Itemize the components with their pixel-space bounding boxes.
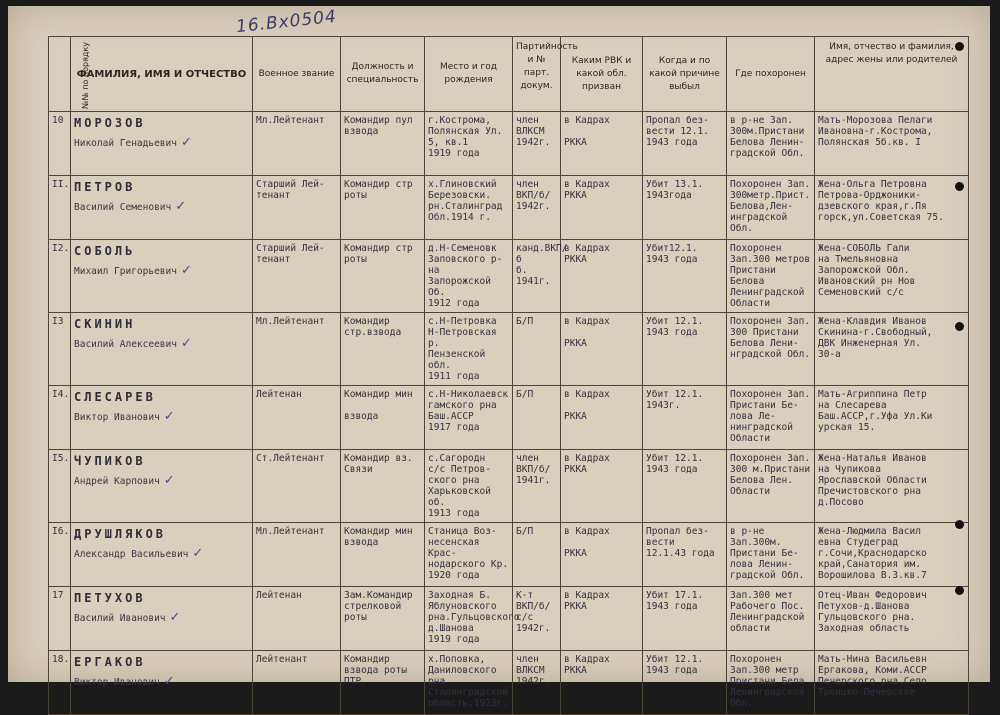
row-position: Командир пул взвода bbox=[341, 112, 425, 176]
row-conscription: в Кадрах РККА bbox=[561, 112, 643, 176]
row-burial: Похоронен Зап.300 метр Пристани Бела Ленинградской Обл. bbox=[727, 651, 815, 715]
row-burial: Похоронен Зап. Пристани Бе- лова Ле- нинградской Области bbox=[727, 386, 815, 450]
table-row bbox=[49, 112, 969, 176]
row-rank: Старший Лей- тенант bbox=[253, 240, 341, 313]
row-birth-place: Станица Воз- несенская Крас- нодарского Кр. 1920 года bbox=[425, 523, 513, 587]
row-fate: Убит 13.1. 1943года bbox=[643, 176, 727, 240]
row-position: Командир вз. Связи bbox=[341, 450, 425, 523]
row-full-name bbox=[71, 112, 253, 176]
row-number: 17 bbox=[49, 587, 71, 651]
row-conscription: в Кадрах РККА bbox=[561, 313, 643, 386]
row-surname: ЧУПИКОВ bbox=[74, 454, 146, 468]
row-fate: Пропал без- вести 12.1. 1943 года bbox=[643, 112, 727, 176]
row-given-names-text: Василий Алексеевич bbox=[74, 339, 177, 350]
row-position: Командир взвода роты ПТР bbox=[341, 651, 425, 715]
punch-hole bbox=[955, 182, 964, 191]
row-party: К-т ВКП/б/ с/с 1942г. bbox=[513, 587, 561, 651]
table-row bbox=[49, 651, 969, 715]
row-full-name bbox=[71, 523, 253, 587]
row-surname: ПЕТРОВ bbox=[74, 180, 136, 194]
row-party: канд.ВКП/б б. 1941г. bbox=[513, 240, 561, 313]
row-next-of-kin: Жена-Людмила Васил евна Студеград г.Сочи,Краснодарско край,Санатория им. Ворошилова В.3.кв.7 bbox=[815, 523, 969, 587]
archive-document-page bbox=[8, 6, 990, 709]
row-conscription: в Кадрах РККА bbox=[561, 240, 643, 313]
checkmark-icon: ✓ bbox=[163, 409, 175, 424]
checkmark-icon: ✓ bbox=[163, 674, 175, 689]
row-full-name bbox=[71, 313, 253, 386]
checkmark-icon: ✓ bbox=[175, 199, 187, 214]
row-party: Б/П bbox=[513, 386, 561, 450]
row-birth-place: с.Н-Николаевск гамского рна Баш.АССР 1917 года bbox=[425, 386, 513, 450]
row-burial: Зап.300 мет Рабочего Пос. Ленинградской области bbox=[727, 587, 815, 651]
row-next-of-kin: Жена-СОБОЛЬ Гали на Тмельяновна Запорожской Обл. Ивановский рн Нов Семеновский с/с bbox=[815, 240, 969, 313]
checkmark-icon: ✓ bbox=[169, 610, 181, 625]
header-wife: Имя, отчество и фамилия, адрес жены или родителей bbox=[815, 37, 969, 112]
row-burial: Похоронен Зап. 300метр.Прист. Белова,Лен- инградской Обл. bbox=[727, 176, 815, 240]
row-rank: Мл.Лейтенант bbox=[253, 313, 341, 386]
row-given-names bbox=[74, 676, 249, 688]
row-next-of-kin: Жена-Клавдия Иванов Скинина-г.Свободный, ДВК Инженерная Ул. 30-а bbox=[815, 313, 969, 386]
row-full-name bbox=[71, 450, 253, 523]
row-next-of-kin: Жена-Наталья Иванов на Чупикова Ярославской Области Пречистовского рна д.Посово bbox=[815, 450, 969, 523]
table-row bbox=[49, 523, 969, 587]
table-row bbox=[49, 176, 969, 240]
row-position: Командир мин взвода bbox=[341, 386, 425, 450]
punch-hole bbox=[955, 520, 964, 529]
row-fate: Убит 12.1. 1943 года bbox=[643, 313, 727, 386]
table-row bbox=[49, 240, 969, 313]
row-fate: Убит 12.1. 1943 года bbox=[643, 450, 727, 523]
row-birth-place: Заходная Б. Яблуновского рна.Гульцовского д.Шанова 1919 года bbox=[425, 587, 513, 651]
row-surname: МОРОЗОВ bbox=[74, 116, 146, 130]
header-rank: Военное звание bbox=[253, 37, 341, 112]
row-rank: Мл.Лейтенант bbox=[253, 523, 341, 587]
row-burial: Похоронен Зап.300 метров Пристани Белова Ленинградской Области bbox=[727, 240, 815, 313]
header-party: Партийность и № парт. докум. bbox=[513, 37, 561, 112]
row-given-names bbox=[74, 137, 249, 149]
row-birth-place: г.Кострома, Полянская Ул. 5, кв.1 1919 года bbox=[425, 112, 513, 176]
row-given-names-text: Андрей Карпович bbox=[74, 476, 160, 487]
table-row bbox=[49, 386, 969, 450]
row-position: Командир стр.взвода bbox=[341, 313, 425, 386]
row-position: Зам.Командир стрелковой роты bbox=[341, 587, 425, 651]
row-party: член ВЛКСМ 1942г. bbox=[513, 112, 561, 176]
table-row bbox=[49, 587, 969, 651]
punch-hole bbox=[955, 586, 964, 595]
row-next-of-kin: Отец-Иван Федорович Петухов-д.Шанова Гульцовского рна. Заходная область bbox=[815, 587, 969, 651]
table-row bbox=[49, 313, 969, 386]
punch-hole bbox=[955, 42, 964, 51]
row-burial: Похоронен Зап. 300 Пристани Белова Лени- нградской Обл. bbox=[727, 313, 815, 386]
row-birth-place: с.Сагородн с/с Петров- ского рна Харьковской об. 1913 года bbox=[425, 450, 513, 523]
header-birth: Место и год рождения bbox=[425, 37, 513, 112]
row-number: I6. bbox=[49, 523, 71, 587]
header-burial: Где похоронен bbox=[727, 37, 815, 112]
row-surname: СОБОЛЬ bbox=[74, 244, 136, 258]
row-fate: Пропал без- вести 12.1.43 года bbox=[643, 523, 727, 587]
row-given-names-text: Василий Семенович bbox=[74, 202, 172, 213]
handwritten-registry-number: 16.Вх0504 bbox=[235, 6, 338, 38]
row-rank: Лейтенант bbox=[253, 651, 341, 715]
row-given-names bbox=[74, 548, 249, 560]
punch-hole bbox=[955, 322, 964, 331]
row-conscription: в Кадрах РККА bbox=[561, 386, 643, 450]
row-next-of-kin: Мать-Агриппина Петр на Слесарева Баш.АССР,г.Уфа Ул.Ки урская 15. bbox=[815, 386, 969, 450]
header-number: №№ по порядку bbox=[49, 37, 71, 112]
row-surname: СКИНИН bbox=[74, 317, 136, 331]
row-position: Командир стр роты bbox=[341, 240, 425, 313]
row-next-of-kin: Мать-Нина Васильевн Ергакова, Коми.АССР Печерского рна.Село Троицко-Печерское bbox=[815, 651, 969, 715]
row-full-name bbox=[71, 651, 253, 715]
row-given-names bbox=[74, 265, 249, 277]
row-burial: Похоронен Зап. 300 м.Пристани Белова Лен. Области bbox=[727, 450, 815, 523]
row-conscription: в Кадрах РККА bbox=[561, 176, 643, 240]
table-header-row bbox=[49, 37, 969, 112]
row-given-names-text: Виктор Иванович bbox=[74, 412, 160, 423]
row-given-names-text: Михаил Григорьевич bbox=[74, 266, 177, 277]
row-fate: Убит 12.1. 1943 года bbox=[643, 651, 727, 715]
row-number: 10 bbox=[49, 112, 71, 176]
row-burial: в р-не Зап. 300м.Пристани Белова Ленин- градской Обл. bbox=[727, 112, 815, 176]
row-given-names bbox=[74, 201, 249, 213]
row-party: член ВЛКСМ 1942г. bbox=[513, 651, 561, 715]
row-number: I3 bbox=[49, 313, 71, 386]
checkmark-icon: ✓ bbox=[163, 473, 175, 488]
checkmark-icon: ✓ bbox=[180, 336, 192, 351]
row-next-of-kin: Мать-Морозова Пелаги Ивановна-г.Кострома, Полянская 5б.кв. I bbox=[815, 112, 969, 176]
header-name: ФАМИЛИЯ, ИМЯ И ОТЧЕСТВО bbox=[71, 37, 253, 112]
row-fate: Убит 17.1. 1943 года bbox=[643, 587, 727, 651]
row-full-name bbox=[71, 587, 253, 651]
casualty-register-table bbox=[48, 36, 969, 715]
row-given-names bbox=[74, 612, 249, 624]
checkmark-icon: ✓ bbox=[180, 263, 192, 278]
row-given-names-text: Николай Генадьевич bbox=[74, 138, 177, 149]
row-birth-place: д.Н-Семеновк Заповского р-на Запорожской Об. 1912 года bbox=[425, 240, 513, 313]
row-given-names-text: Виктор Иванович bbox=[74, 677, 160, 688]
row-rank: Мл.Лейтенант bbox=[253, 112, 341, 176]
row-rank: Лейтенан bbox=[253, 386, 341, 450]
table-row bbox=[49, 450, 969, 523]
row-burial: в р-не Зап.300м. Пристани Бе- лова Ленин- градской Обл. bbox=[727, 523, 815, 587]
row-conscription: в Кадрах РККА bbox=[561, 450, 643, 523]
row-position: Командир стр роты bbox=[341, 176, 425, 240]
row-full-name bbox=[71, 386, 253, 450]
row-conscription: в Кадрах РККА bbox=[561, 523, 643, 587]
row-conscription: в Кадрах РККА bbox=[561, 651, 643, 715]
row-party: член ВКП/б/ 1941г. bbox=[513, 450, 561, 523]
row-rank: Ст.Лейтенант bbox=[253, 450, 341, 523]
row-next-of-kin: Жена-Ольга Петровна Петрова-Орджоники- дзевского края,г.Пя горск,ул.Советская 75. bbox=[815, 176, 969, 240]
row-given-names-text: Василий Иванович bbox=[74, 613, 166, 624]
row-rank: Лейтенан bbox=[253, 587, 341, 651]
row-position: Командир мин взвода bbox=[341, 523, 425, 587]
row-given-names bbox=[74, 338, 249, 350]
row-birth-place: с.Н-Петровка Н-Петровская р. Пензенской обл. 1911 года bbox=[425, 313, 513, 386]
row-party: Б/П bbox=[513, 523, 561, 587]
row-rank: Старший Лей- тенант bbox=[253, 176, 341, 240]
row-surname: СЛЕСАРЕВ bbox=[74, 390, 156, 404]
header-rvk: Каким РВК и какой обл. призван bbox=[561, 37, 643, 112]
row-number: I4. bbox=[49, 386, 71, 450]
row-surname: ЕРГАКОВ bbox=[74, 655, 146, 669]
checkmark-icon: ✓ bbox=[192, 546, 204, 561]
row-number: I2. bbox=[49, 240, 71, 313]
checkmark-icon: ✓ bbox=[180, 135, 192, 150]
row-given-names-text: Александр Васильевич bbox=[74, 549, 189, 560]
row-birth-place: х.Поповка, Даниловского рна Сталинградской область.1923г. bbox=[425, 651, 513, 715]
row-fate: Убит12.1. 1943 года bbox=[643, 240, 727, 313]
row-given-names bbox=[74, 475, 249, 487]
row-surname: ДРУШЛЯКОВ bbox=[74, 527, 167, 541]
row-given-names bbox=[74, 411, 249, 423]
row-full-name bbox=[71, 240, 253, 313]
row-surname: ПЕТУХОВ bbox=[74, 591, 146, 605]
row-number: II. bbox=[49, 176, 71, 240]
row-number: I5. bbox=[49, 450, 71, 523]
row-full-name bbox=[71, 176, 253, 240]
table-body bbox=[49, 112, 969, 715]
header-position: Должность и специальность bbox=[341, 37, 425, 112]
row-number: 18. bbox=[49, 651, 71, 715]
row-party: член ВКП/б/ 1942г. bbox=[513, 176, 561, 240]
row-conscription: в Кадрах РККА bbox=[561, 587, 643, 651]
header-fate: Когда и по какой причине выбыл bbox=[643, 37, 727, 112]
row-birth-place: х.Глиновский Березовски. рн.Сталинград Обл.1914 г. bbox=[425, 176, 513, 240]
row-fate: Убит 12.1. 1943г. bbox=[643, 386, 727, 450]
row-party: Б/П bbox=[513, 313, 561, 386]
